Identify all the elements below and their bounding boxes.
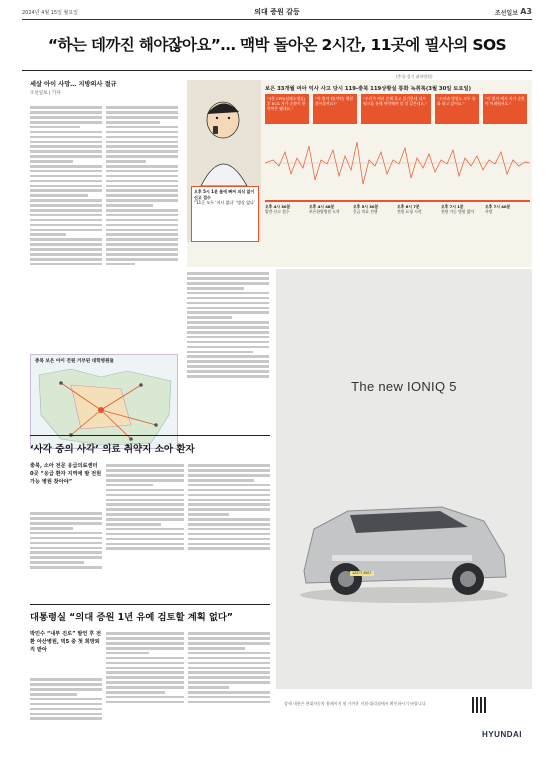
bottom-story-column-1 — [30, 676, 102, 746]
main-story-column-1 — [187, 270, 269, 428]
timeline-item-5: 오후 7시 1분 전원 가능 병원 없어 — [441, 204, 474, 214]
bottom-section-rule — [30, 604, 270, 605]
mid-section-subtitle: 충북, 소아 전문 응급의료센터 0곳 “응급 환자 지역에 발 전원 가능 병원 찾아야” — [30, 463, 102, 485]
quote-1: “3분 CPR(심폐소생술) 후 ECG 자가 순환이 한번씩은 됐대요.” — [267, 96, 306, 111]
map-title: 충북 보은 아이 전원 거부된 대학병원들 — [35, 359, 114, 364]
left-story-column-2 — [106, 104, 178, 349]
bottom-section-subtitle: 박민수 “내부 진로” 발언 후 전환 아산병원, 빅5 중 첫 희망퇴직 받아 — [30, 631, 101, 653]
timeline-item-2: 오후 4시 48분 보은한양병원 도착 — [309, 204, 340, 214]
mid-story-column-3 — [188, 462, 270, 598]
ad-footer — [276, 689, 532, 747]
quote-bubble-3 — [361, 94, 431, 124]
callout-line-2: “11곳 모두 ‘의사 없다’ ‘병상 없다’ — [194, 200, 256, 206]
car-image — [292, 459, 516, 609]
bottom-story-column-3 — [188, 630, 270, 746]
mid-story-column-1 — [30, 510, 102, 598]
graphic-title: 보은 33개월 여아 익사 사고 당시 119-충북 119상황실 통화 녹취록(3월 30일 토요일) — [265, 86, 472, 92]
main-headline: “하는 데까진 해야잖아요”… 맥박 돌아온 2시간, 11곳에 필사의 SOS — [47, 36, 507, 54]
callout-line-1: 오후 5시 1분 물에 빠져 의식 없이 신고 접수 — [194, 189, 255, 200]
issue-date: 2024년 4월 15일 월요일 — [22, 10, 79, 16]
timeline-item-4: 오후 6시 7분 전원 요청 시작 — [397, 204, 422, 214]
caller-illustration — [187, 80, 261, 186]
mid-section-rule — [30, 435, 270, 436]
quote-bubble-1 — [265, 94, 309, 124]
paper-name: 조선일보 — [494, 10, 518, 17]
quote-3: “우리가 여러 순해 혹고 있긴한데 네트워크를 통해 연락해야 할 것 같은데요.” — [363, 96, 428, 106]
timeline-item-1: 오후 4시 30분 발견·신고 접수 — [265, 204, 291, 214]
page-number: A3 — [520, 7, 532, 16]
bottom-section-title: 대통령실 “의대 증원 1년 유예 검토할 계획 없다” — [30, 612, 234, 623]
timeline-bar — [265, 200, 530, 202]
car-advertisement[interactable] — [276, 269, 532, 747]
headline-rule — [22, 70, 532, 71]
key-callout — [191, 186, 259, 242]
ad-tagline: The new IONIQ 5 — [351, 379, 457, 394]
timeline-item-3: 오후 5시 30분 응급 치료 진행 — [353, 204, 379, 214]
ad-fineprint: 상세 내용은 현대자동차 홈페이지 및 가까운 지점·대리점에서 확인하시기 바랍니다. — [284, 701, 427, 706]
quote-5: “이 환자 에서 자가 순환 이 어려워서요.” — [485, 96, 525, 106]
quote-4: “소아과 병원도 모두 통화 하고 있어요.” — [437, 96, 476, 106]
quote-bubble-5 — [483, 94, 527, 124]
graphic-credit: (충청·경기 대학병원) — [396, 74, 433, 79]
waveform-graphic — [265, 130, 530, 196]
left-story-title: 세살 아이 사망… 지방의사 절규 — [30, 81, 117, 88]
timeline-item-6: 오후 7시 40분 사망 — [485, 204, 511, 214]
left-story-byline: 조선일보 | 기자 — [30, 91, 61, 96]
license-plate: 123가 4567 — [352, 571, 372, 575]
qr-code-icon — [472, 697, 488, 713]
page-header — [22, 6, 532, 20]
mid-story-column-2 — [106, 462, 184, 598]
quote-bubble-4 — [435, 94, 479, 124]
left-story-column-1 — [30, 104, 102, 349]
quote-bubble-2 — [313, 94, 357, 124]
quote-2: “이 환자 뭐(어떤) 병원 찾아볼까요?” — [315, 96, 353, 106]
mid-section-title: ‘사각 중의 사각’ 의료 취약지 소아 환자 — [30, 444, 195, 455]
section-name: 의대 증원 갈등 — [254, 8, 300, 16]
ad-brand-logo: HYUNDAI — [482, 730, 522, 739]
bottom-story-column-2 — [106, 630, 184, 746]
